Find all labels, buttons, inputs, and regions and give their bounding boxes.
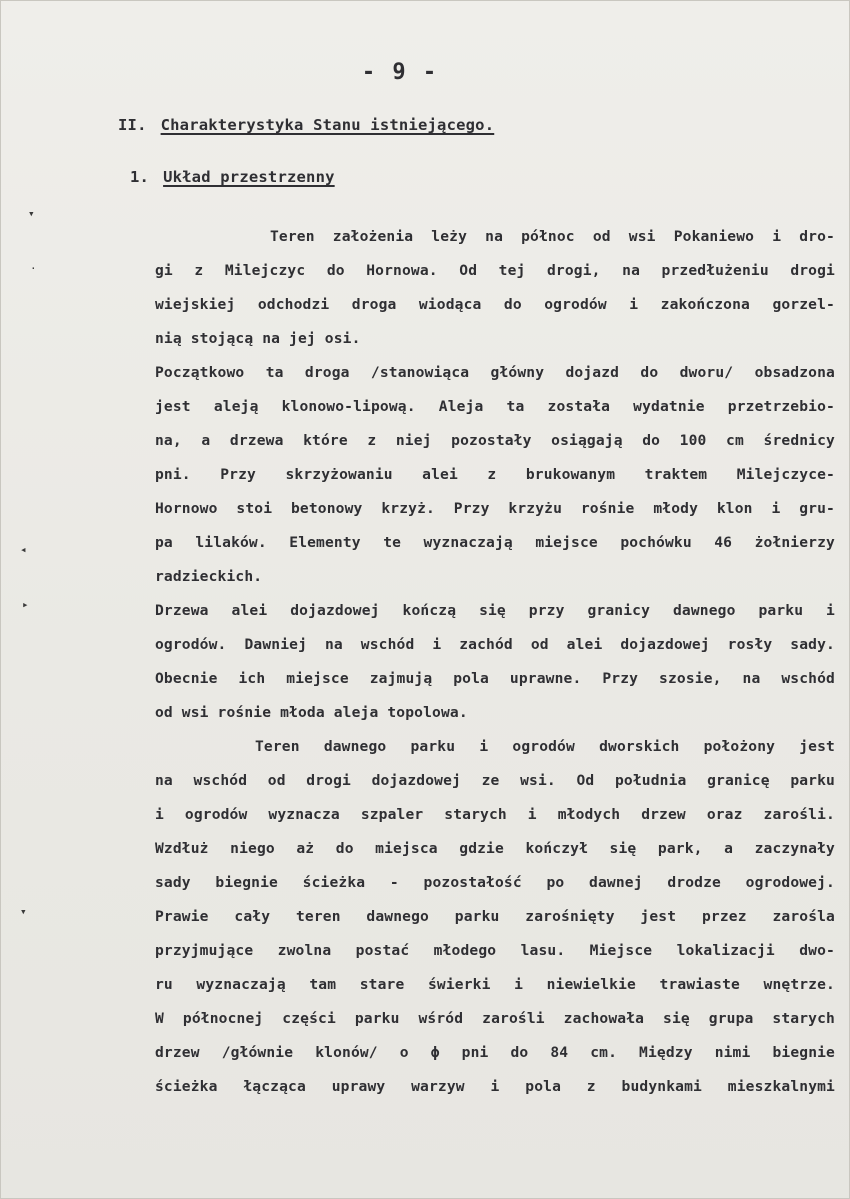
text-line: radzieckich. xyxy=(155,568,263,585)
text-line: W północnej części parku wśród zarośli zachowała się grupa starych xyxy=(155,1010,835,1027)
subsection-heading xyxy=(130,168,335,186)
text-line: jest aleją klonowo-lipową. Aleja ta została wydatnie przetrzebio- xyxy=(155,398,835,415)
margin-mark: ▾ xyxy=(20,905,27,918)
subsection-number: 1. xyxy=(130,168,150,186)
text-line: wiejskiej odchodzi droga wiodąca do ogrodów i zakończona gorzel- xyxy=(155,296,835,313)
margin-mark: ◂ xyxy=(20,543,27,556)
text-line: Prawie cały teren dawnego parku zarośnięty jest przez zarośla xyxy=(155,908,835,925)
text-line: Początkowo ta droga /stanowiąca główny dojazd do dworu/ obsadzona xyxy=(155,364,835,381)
section-number: II. xyxy=(118,116,147,134)
text-line: na, a drzewa które z niej pozostały osiągają do 100 cm średnicy xyxy=(155,432,835,449)
text-line: i ogrodów wyznacza szpaler starych i młodych drzew oraz zarośli. xyxy=(155,806,835,823)
text-line: ogrodów. Dawniej na wschód i zachód od alei dojazdowej rosły sady. xyxy=(155,636,835,653)
text-line: sady biegnie ścieżka - pozostałość po dawnej drodze ogrodowej. xyxy=(155,874,835,891)
section-heading xyxy=(118,116,494,134)
text-line: Teren założenia leży na północ od wsi Pokaniewo i dro- xyxy=(270,228,835,245)
text-line: Hornowo stoi betonowy krzyż. Przy krzyżu rośnie młody klon i gru- xyxy=(155,500,835,517)
subsection-title: Układ przestrzenny xyxy=(163,168,335,186)
text-line: Obecnie ich miejsce zajmują pola uprawne. Przy szosie, na wschód xyxy=(155,670,835,687)
text-line: nią stojącą na jej osi. xyxy=(155,330,361,347)
page-number: - 9 - xyxy=(361,60,439,85)
text-line: ścieżka łącząca uprawy warzyw i pola z budynkami mieszkalnymi xyxy=(155,1078,835,1095)
text-line: przyjmujące zwolna postać młodego lasu. Miejsce lokalizacji dwo- xyxy=(155,942,835,959)
text-line: od wsi rośnie młoda aleja topolowa. xyxy=(155,704,468,721)
text-line: pni. Przy skrzyżowaniu alei z brukowanym traktem Milejczyce- xyxy=(155,466,835,483)
section-title: Charakterystyka Stanu istniejącego. xyxy=(160,116,495,134)
text-line: drzew /głównie klonów/ o ϕ pni do 84 cm. Między nimi biegnie xyxy=(155,1044,835,1061)
text-line: Teren dawnego parku i ogrodów dworskich położony jest xyxy=(255,738,835,755)
text-line: na wschód od drogi dojazdowej ze wsi. Od południa granicę parku xyxy=(155,772,835,789)
text-line: gi z Milejczyc do Hornowa. Od tej drogi, na przedłużeniu drogi xyxy=(155,262,835,279)
text-line: ru wyznaczają tam stare świerki i niewielkie trawiaste wnętrze. xyxy=(155,976,835,993)
margin-mark: · xyxy=(30,262,37,275)
text-line: Drzewa alei dojazdowej kończą się przy granicy dawnego parku i xyxy=(155,602,835,619)
margin-mark: ▸ xyxy=(22,598,29,611)
margin-mark: ▾ xyxy=(28,207,35,220)
text-line: Wzdłuż niego aż do miejsca gdzie kończył się park, a zaczynały xyxy=(155,840,835,857)
text-line: pa lilaków. Elementy te wyznaczają miejsce pochówku 46 żołnierzy xyxy=(155,534,835,551)
